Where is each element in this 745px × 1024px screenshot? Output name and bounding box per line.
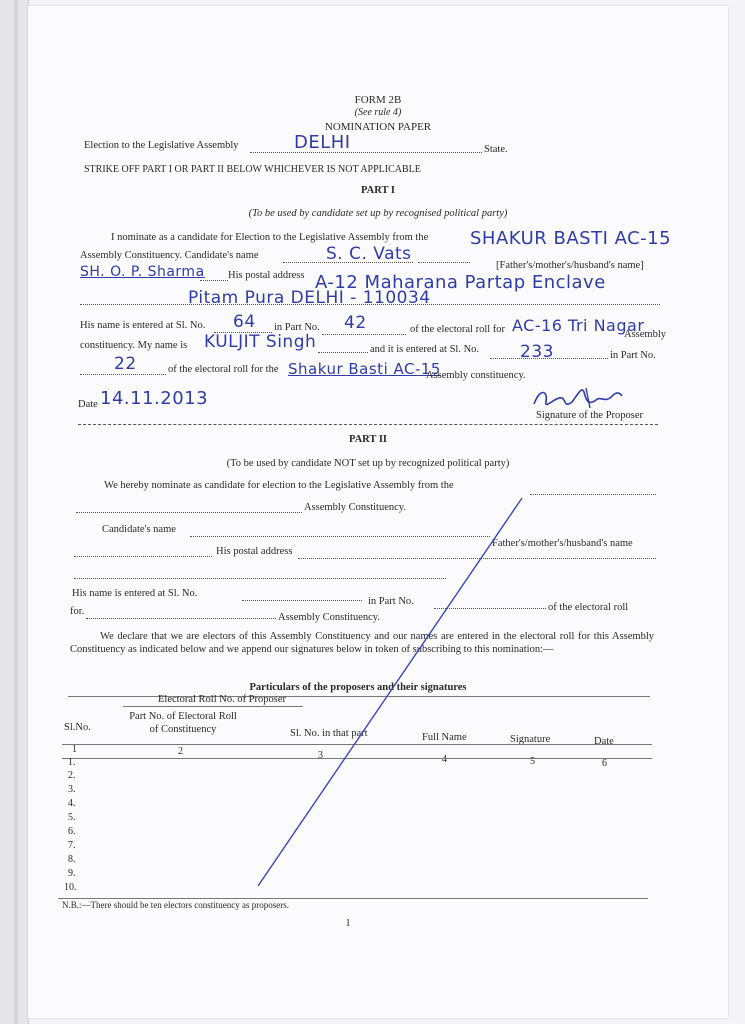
table-row-8: 8. [68, 854, 76, 865]
address-line-1: A-12 Maharana Partap Enclave [315, 272, 606, 293]
part-no-value: 42 [344, 313, 367, 333]
table-row-7: 7. [68, 840, 76, 851]
table-row-6: 6. [68, 826, 76, 837]
nomination-form-page [28, 6, 728, 1018]
sl-no-label: His name is entered at Sl. No. [80, 320, 206, 331]
address-line-2: Pitam Pura DELHI - 110034 [188, 288, 431, 308]
part2-assembly-2: Assembly Constituency. [278, 612, 380, 623]
candidate-name-label: Assembly Constituency. Candidate's name [80, 250, 259, 261]
page-number: 1 [345, 918, 351, 929]
col-header-sl-in-part: Sl. No. in that part [290, 728, 368, 739]
part1-line1: I nominate as a candidate for Election to the Legislative Assembly from the [111, 232, 429, 243]
part2-part-label: in Part No. [368, 596, 414, 607]
constituency-value: SHAKUR BASTI AC-15 [470, 228, 672, 249]
part-no-label: in Part No. [274, 322, 320, 333]
col-number-6: 6 [602, 758, 607, 769]
col-header-part: Part No. of Electoral Roll of Constituency [129, 711, 237, 735]
candidate-value: S. C. Vats [326, 244, 412, 264]
col-number-4: 4 [442, 754, 447, 765]
signature-label: Signature of the Proposer [536, 410, 644, 421]
part2-declaration: We declare that we are electors of this Assembly Constituency and our names are entered in the electoral roll for this Assembly Constituency as indicated below and we append our signatures below in token of subscribing to this nomination:— [70, 631, 654, 655]
table-row-4: 4. [68, 798, 76, 809]
form-title: FORM 2B [354, 94, 402, 106]
col-header-signature: Signature [510, 734, 551, 745]
state-value: DELHI [294, 132, 351, 153]
constituency-name-label: constituency. My name is [80, 340, 188, 351]
table-row-3: 3. [68, 784, 76, 795]
col-header-fullname: Full Name [422, 732, 467, 743]
proposer-part-value: 22 [114, 354, 137, 374]
part2-sl-label: His name is entered at Sl. No. [72, 588, 198, 599]
table-group-header: Electoral Roll No. of Proposer [158, 694, 287, 705]
strike-note: STRIKE OFF PART I OR PART II BELOW WHICHEVER IS NOT APPLICABLE [84, 164, 421, 175]
part2-line1: We hereby nominate as candidate for election to the Legislative Assembly from the [104, 480, 454, 491]
date-label: Date [78, 399, 98, 410]
part2-roll-label: of the electoral roll [548, 602, 629, 613]
part1-heading: PART I [361, 185, 395, 196]
col-number-2: 2 [178, 746, 183, 757]
roll-label: of the electoral roll for [410, 324, 506, 335]
part2-for-label: for. [70, 606, 85, 617]
roll-value: AC-16 Tri Nagar [512, 316, 645, 335]
sl-no-value: 64 [233, 312, 256, 332]
part2-note: (To be used by candidate NOT set up by recognized political party) [226, 458, 510, 469]
form-subtitle: NOMINATION PAPER [324, 121, 432, 133]
table-row-2: 2. [68, 770, 76, 781]
part2-candidate-label: Candidate's name [102, 524, 176, 535]
entered-label: and it is entered at Sl. No. [370, 344, 480, 355]
col-number-3: 3 [318, 750, 323, 761]
postal-address-label: His postal address [228, 270, 305, 281]
state-suffix: State. [484, 144, 508, 155]
table-row-5: 5. [68, 812, 76, 823]
part1-note: (To be used by candidate set up by recognised political party) [248, 208, 508, 219]
proposer-sl-value: 233 [520, 342, 554, 362]
form-rule: (See rule 4) [354, 107, 402, 118]
election-label: Election to the Legislative Assembly [84, 140, 239, 151]
date-value: 14.11.2013 [100, 388, 209, 409]
table-row-10: 10. [64, 882, 77, 893]
roll2-label: of the electoral roll for the [168, 364, 279, 375]
nb-note: N.B.:—There should be ten electors constituency as proposers. [62, 900, 289, 910]
proposer-name-value: KULJIT Singh [204, 332, 317, 352]
father-name-label: [Father's/mother's/husband's name] [496, 260, 644, 271]
col-number-5: 5 [530, 756, 535, 767]
part2-postal-label: His postal address [216, 546, 293, 557]
father-value: SH. O. P. Sharma [80, 264, 205, 280]
col-header-slno: Sl.No. [64, 722, 91, 733]
table-row-1: 1. [68, 757, 76, 768]
particulars-heading: Particulars of the proposers and their signatures [249, 682, 467, 693]
in-part-label: in Part No. [610, 350, 656, 361]
strike-through-line [28, 6, 728, 1018]
part2-heading: PART II [348, 434, 388, 445]
roll2-value: Shakur Basti AC-15 [288, 360, 441, 378]
part2-assembly: Assembly Constituency. [304, 502, 406, 513]
part2-father-label: Father's/mother's/husband's name [492, 538, 633, 549]
col-number-1: 1 [72, 744, 77, 755]
table-row-9: 9. [68, 868, 76, 879]
assembly-word: Assembly [624, 329, 666, 340]
col-header-date: Date [594, 736, 614, 747]
paper-fold [14, 0, 18, 1024]
roll2-assembly: Assembly constituency. [426, 370, 526, 381]
